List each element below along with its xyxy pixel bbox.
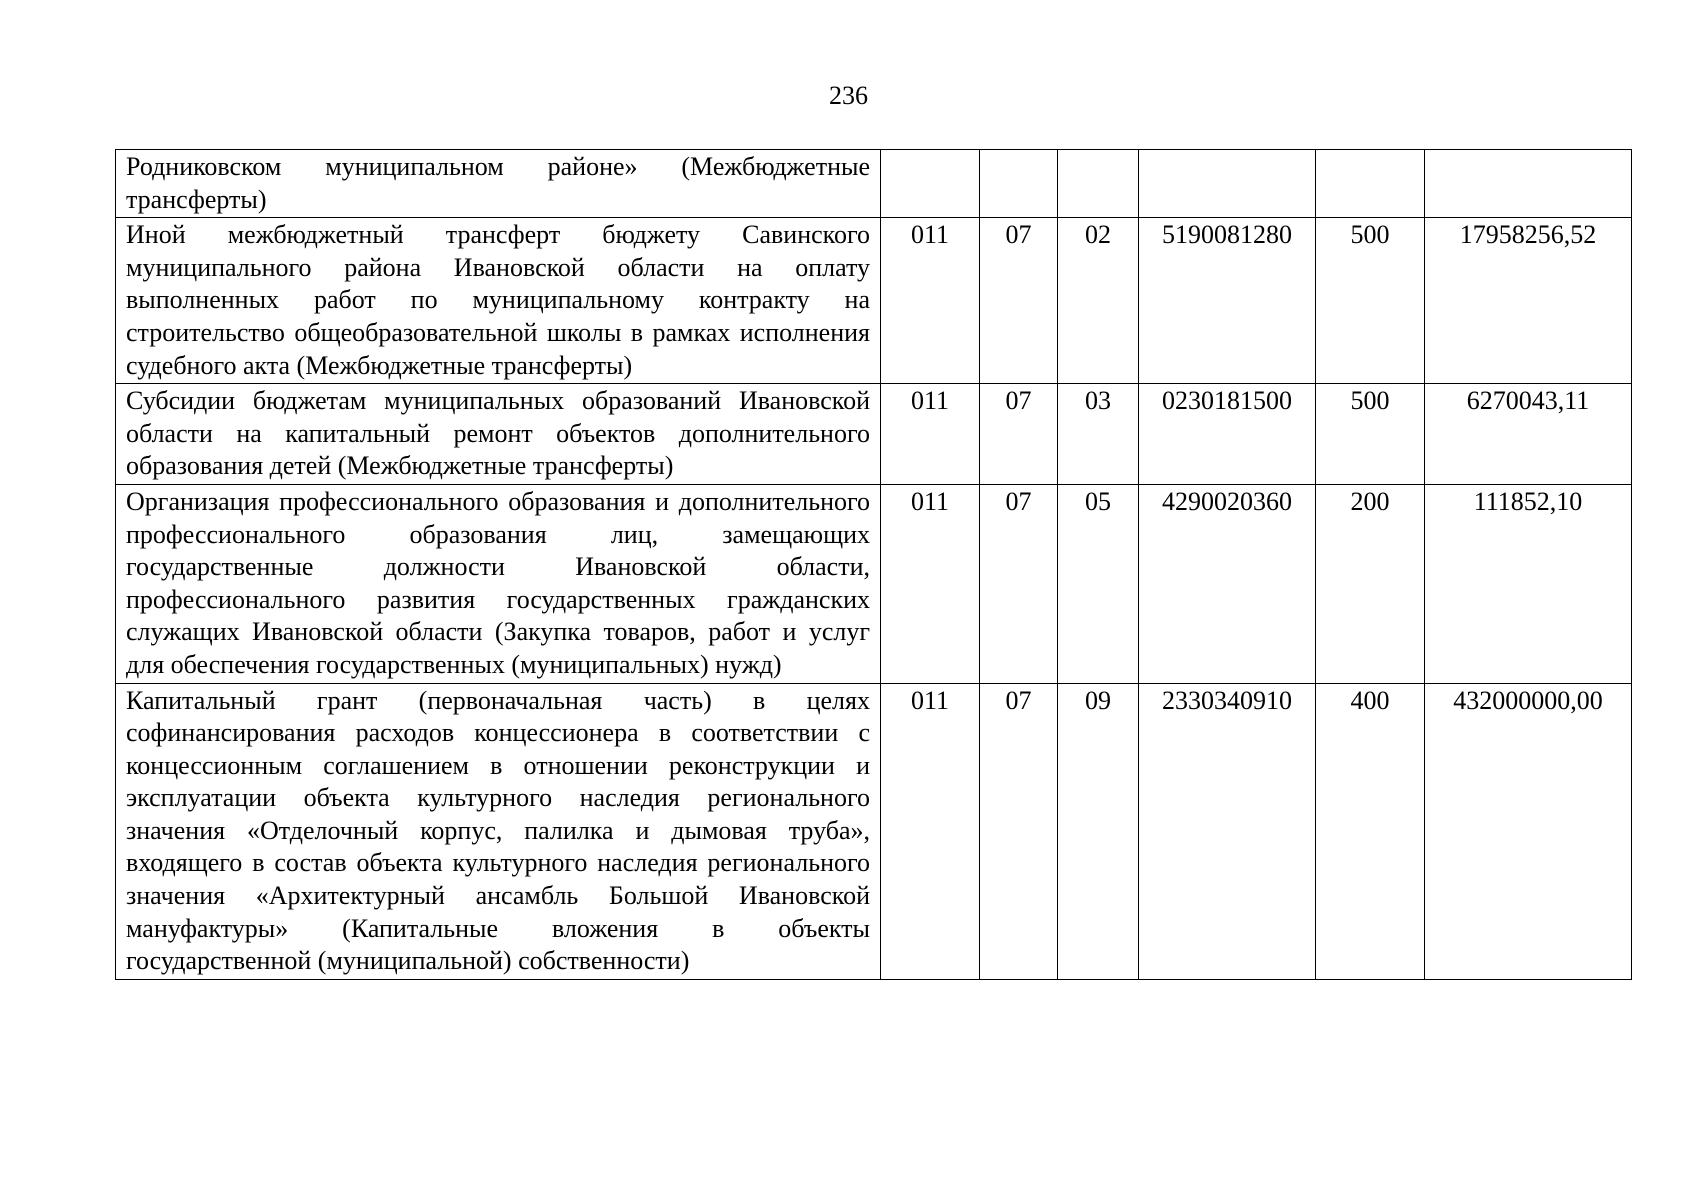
row-description: Капитальный грант (первоначальная часть) в целях софинансирования расходов концессионера в соответствии с концессионным соглашением в отношении реконструкции и эксплуатации объекта культурного наследия регионального значения «Отделочный корпус, палилка и дымовая труба», входящего в состав объекта культурного наследия регионального значения «Архитектурный ансамбль Большой Ивановской мануфактуры» (Капитальные вложения в объекты государственной (муниципальной) собственности) bbox=[116, 683, 881, 979]
ministry-code: 011 bbox=[881, 384, 980, 485]
amount: 6270043,11 bbox=[1425, 384, 1632, 485]
ministry-code bbox=[881, 150, 980, 218]
target-article-code bbox=[1139, 150, 1316, 218]
expense-type-code: 500 bbox=[1316, 218, 1425, 384]
expense-type-code: 500 bbox=[1316, 384, 1425, 485]
budget-table bbox=[115, 149, 1632, 980]
section-code: 07 bbox=[980, 683, 1058, 979]
amount bbox=[1425, 150, 1632, 218]
table-row bbox=[116, 683, 1632, 979]
row-description: Организация профессионального образования и дополнительного профессионального образования лиц, замещающих государственные должности Ивановской области, профессионального развития государственных гражданских служащих Ивановской области (Закупка товаров, работ и услуг для обеспечения государственных (муниципальных) нужд) bbox=[116, 484, 881, 683]
section-code: 07 bbox=[980, 484, 1058, 683]
amount: 111852,10 bbox=[1425, 484, 1632, 683]
target-article-code: 4290020360 bbox=[1139, 484, 1316, 683]
amount: 17958256,52 bbox=[1425, 218, 1632, 384]
expense-type-code: 200 bbox=[1316, 484, 1425, 683]
table-row bbox=[116, 150, 1632, 218]
subsection-code bbox=[1058, 150, 1139, 218]
expense-type-code bbox=[1316, 150, 1425, 218]
subsection-code: 02 bbox=[1058, 218, 1139, 384]
target-article-code: 0230181500 bbox=[1139, 384, 1316, 485]
section-code: 07 bbox=[980, 218, 1058, 384]
expense-type-code: 400 bbox=[1316, 683, 1425, 979]
amount: 432000000,00 bbox=[1425, 683, 1632, 979]
subsection-code: 05 bbox=[1058, 484, 1139, 683]
table-row bbox=[116, 384, 1632, 485]
subsection-code: 03 bbox=[1058, 384, 1139, 485]
ministry-code: 011 bbox=[881, 683, 980, 979]
row-description: Родниковском муниципальном районе» (Межбюджетные трансферты) bbox=[116, 150, 881, 218]
ministry-code: 011 bbox=[881, 484, 980, 683]
section-code: 07 bbox=[980, 384, 1058, 485]
target-article-code: 5190081280 bbox=[1139, 218, 1316, 384]
row-description: Субсидии бюджетам муниципальных образований Ивановской области на капитальный ремонт объектов дополнительного образования детей (Межбюджетные трансферты) bbox=[116, 384, 881, 485]
ministry-code: 011 bbox=[881, 218, 980, 384]
table-row bbox=[116, 484, 1632, 683]
row-description: Иной межбюджетный трансферт бюджету Савинского муниципального района Ивановской области на оплату выполненных работ по муниципальному контракту на строительство общеобразовательной школы в рамках исполнения судебного акта (Межбюджетные трансферты) bbox=[116, 218, 881, 384]
page-number: 236 bbox=[829, 81, 868, 110]
table-row bbox=[116, 218, 1632, 384]
target-article-code: 2330340910 bbox=[1139, 683, 1316, 979]
subsection-code: 09 bbox=[1058, 683, 1139, 979]
section-code bbox=[980, 150, 1058, 218]
